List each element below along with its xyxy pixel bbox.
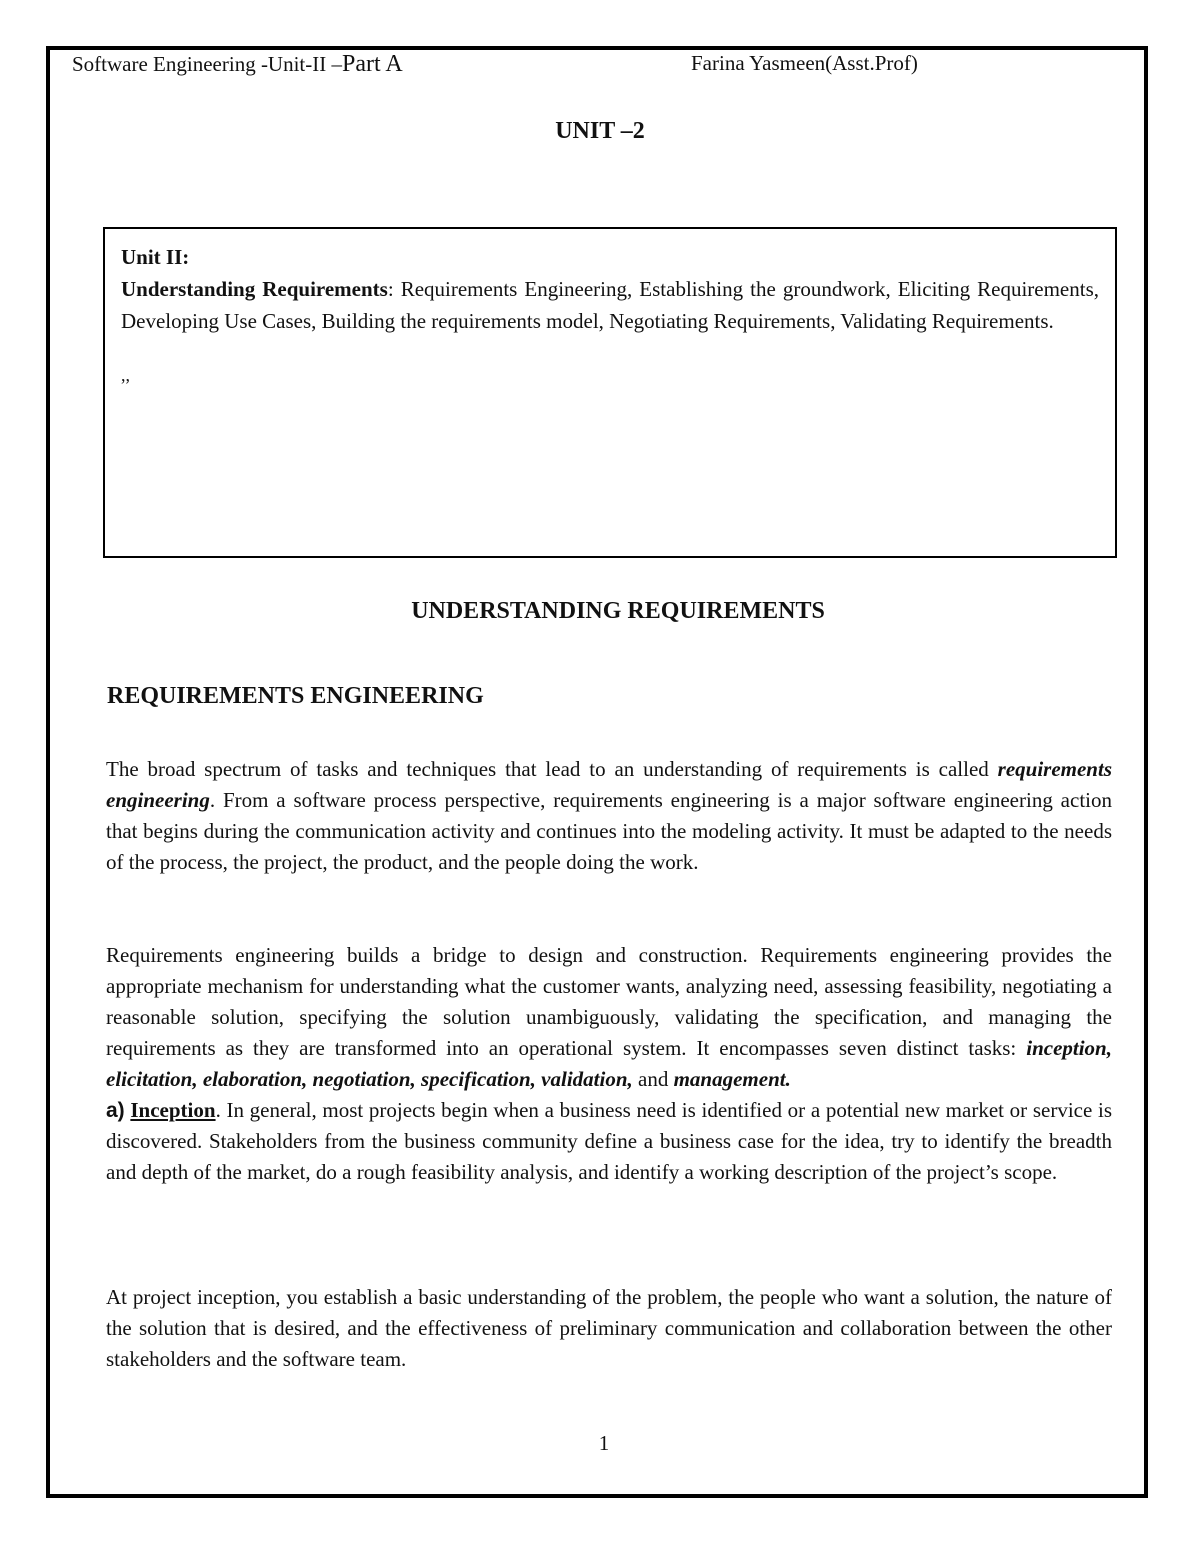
paragraph-definition-part2: . From a software process perspective, requirements engineering is a major software engineering action that begins during the communication activity and continues into the modeling activity. It must be adapted to the needs of the process, the project, the product, and the people doing the work.: [106, 788, 1112, 874]
sub-heading: REQUIREMENTS ENGINEERING: [107, 683, 484, 709]
header-course-title: [72, 51, 403, 78]
page-number: 1: [598, 1431, 610, 1455]
paragraph-bridge-and: and: [632, 1067, 674, 1091]
inception-heading: Inception: [130, 1098, 216, 1122]
unit-title: UNIT –2: [555, 118, 645, 144]
paragraph-bridge-period: .: [785, 1067, 791, 1091]
paragraph-bridge: [106, 940, 1112, 1188]
header-course-text: Software Engineering -Unit-II –: [72, 52, 342, 76]
paragraph-bridge-text: Requirements engineering builds a bridge to design and construction. Requirements engineering provides the appropriate mechanism for understanding what the customer wants, analyzing need, assessing feasibility, negotiating a reasonable solution, specifying the solution unambiguously, validating the specification, and managing the requirements as they are transformed into an operational system. It encompasses seven distinct tasks:: [106, 943, 1112, 1060]
paragraph-definition: [106, 754, 1112, 878]
paragraph-bridge-tasks: inception, elicitation, elaboration, negotiation, specification, validation,: [106, 1036, 1112, 1091]
header-part: Part A: [342, 51, 403, 77]
paragraph-definition-part1: The broad spectrum of tasks and techniques that lead to an understanding of requirements is called: [106, 757, 998, 781]
paragraph-definition-emphasis: requirements engineering: [106, 757, 1112, 812]
syllabus-unit-label: Unit II:: [121, 245, 190, 269]
inception-letter: a): [106, 1099, 125, 1122]
syllabus-topics: [121, 273, 1099, 337]
paragraph-bridge-last-task: management: [673, 1067, 786, 1091]
section-title: UNDERSTANDING REQUIREMENTS: [411, 598, 825, 624]
syllabus-topics-text: : Requirements Engineering, Establishing the groundwork, Eliciting Requirements, Developing Use Cases, Building the requirements model, Negotiating Requirements, Validating Requirements.: [121, 277, 1099, 333]
header-author: Farina Yasmeen(Asst.Prof): [691, 51, 918, 75]
syllabus-stray-mark: ,,: [121, 365, 130, 385]
inception-text: . In general, most projects begin when a business need is identified or a potential new market or service is discovered. Stakeholders from the business community define a business case for the idea, try to identify the breadth and depth of the market, do a rough feasibility analysis, and identify a working description of the project’s scope.: [106, 1098, 1112, 1184]
paragraph-inception-detail: At project inception, you establish a basic understanding of the problem, the people who want a solution, the nature of the solution that is desired, and the effectiveness of preliminary communication and collaboration between the other stakeholders and the software team.: [106, 1285, 1112, 1371]
syllabus-box: [103, 227, 1117, 558]
syllabus-topics-heading: Understanding Requirements: [121, 277, 388, 301]
